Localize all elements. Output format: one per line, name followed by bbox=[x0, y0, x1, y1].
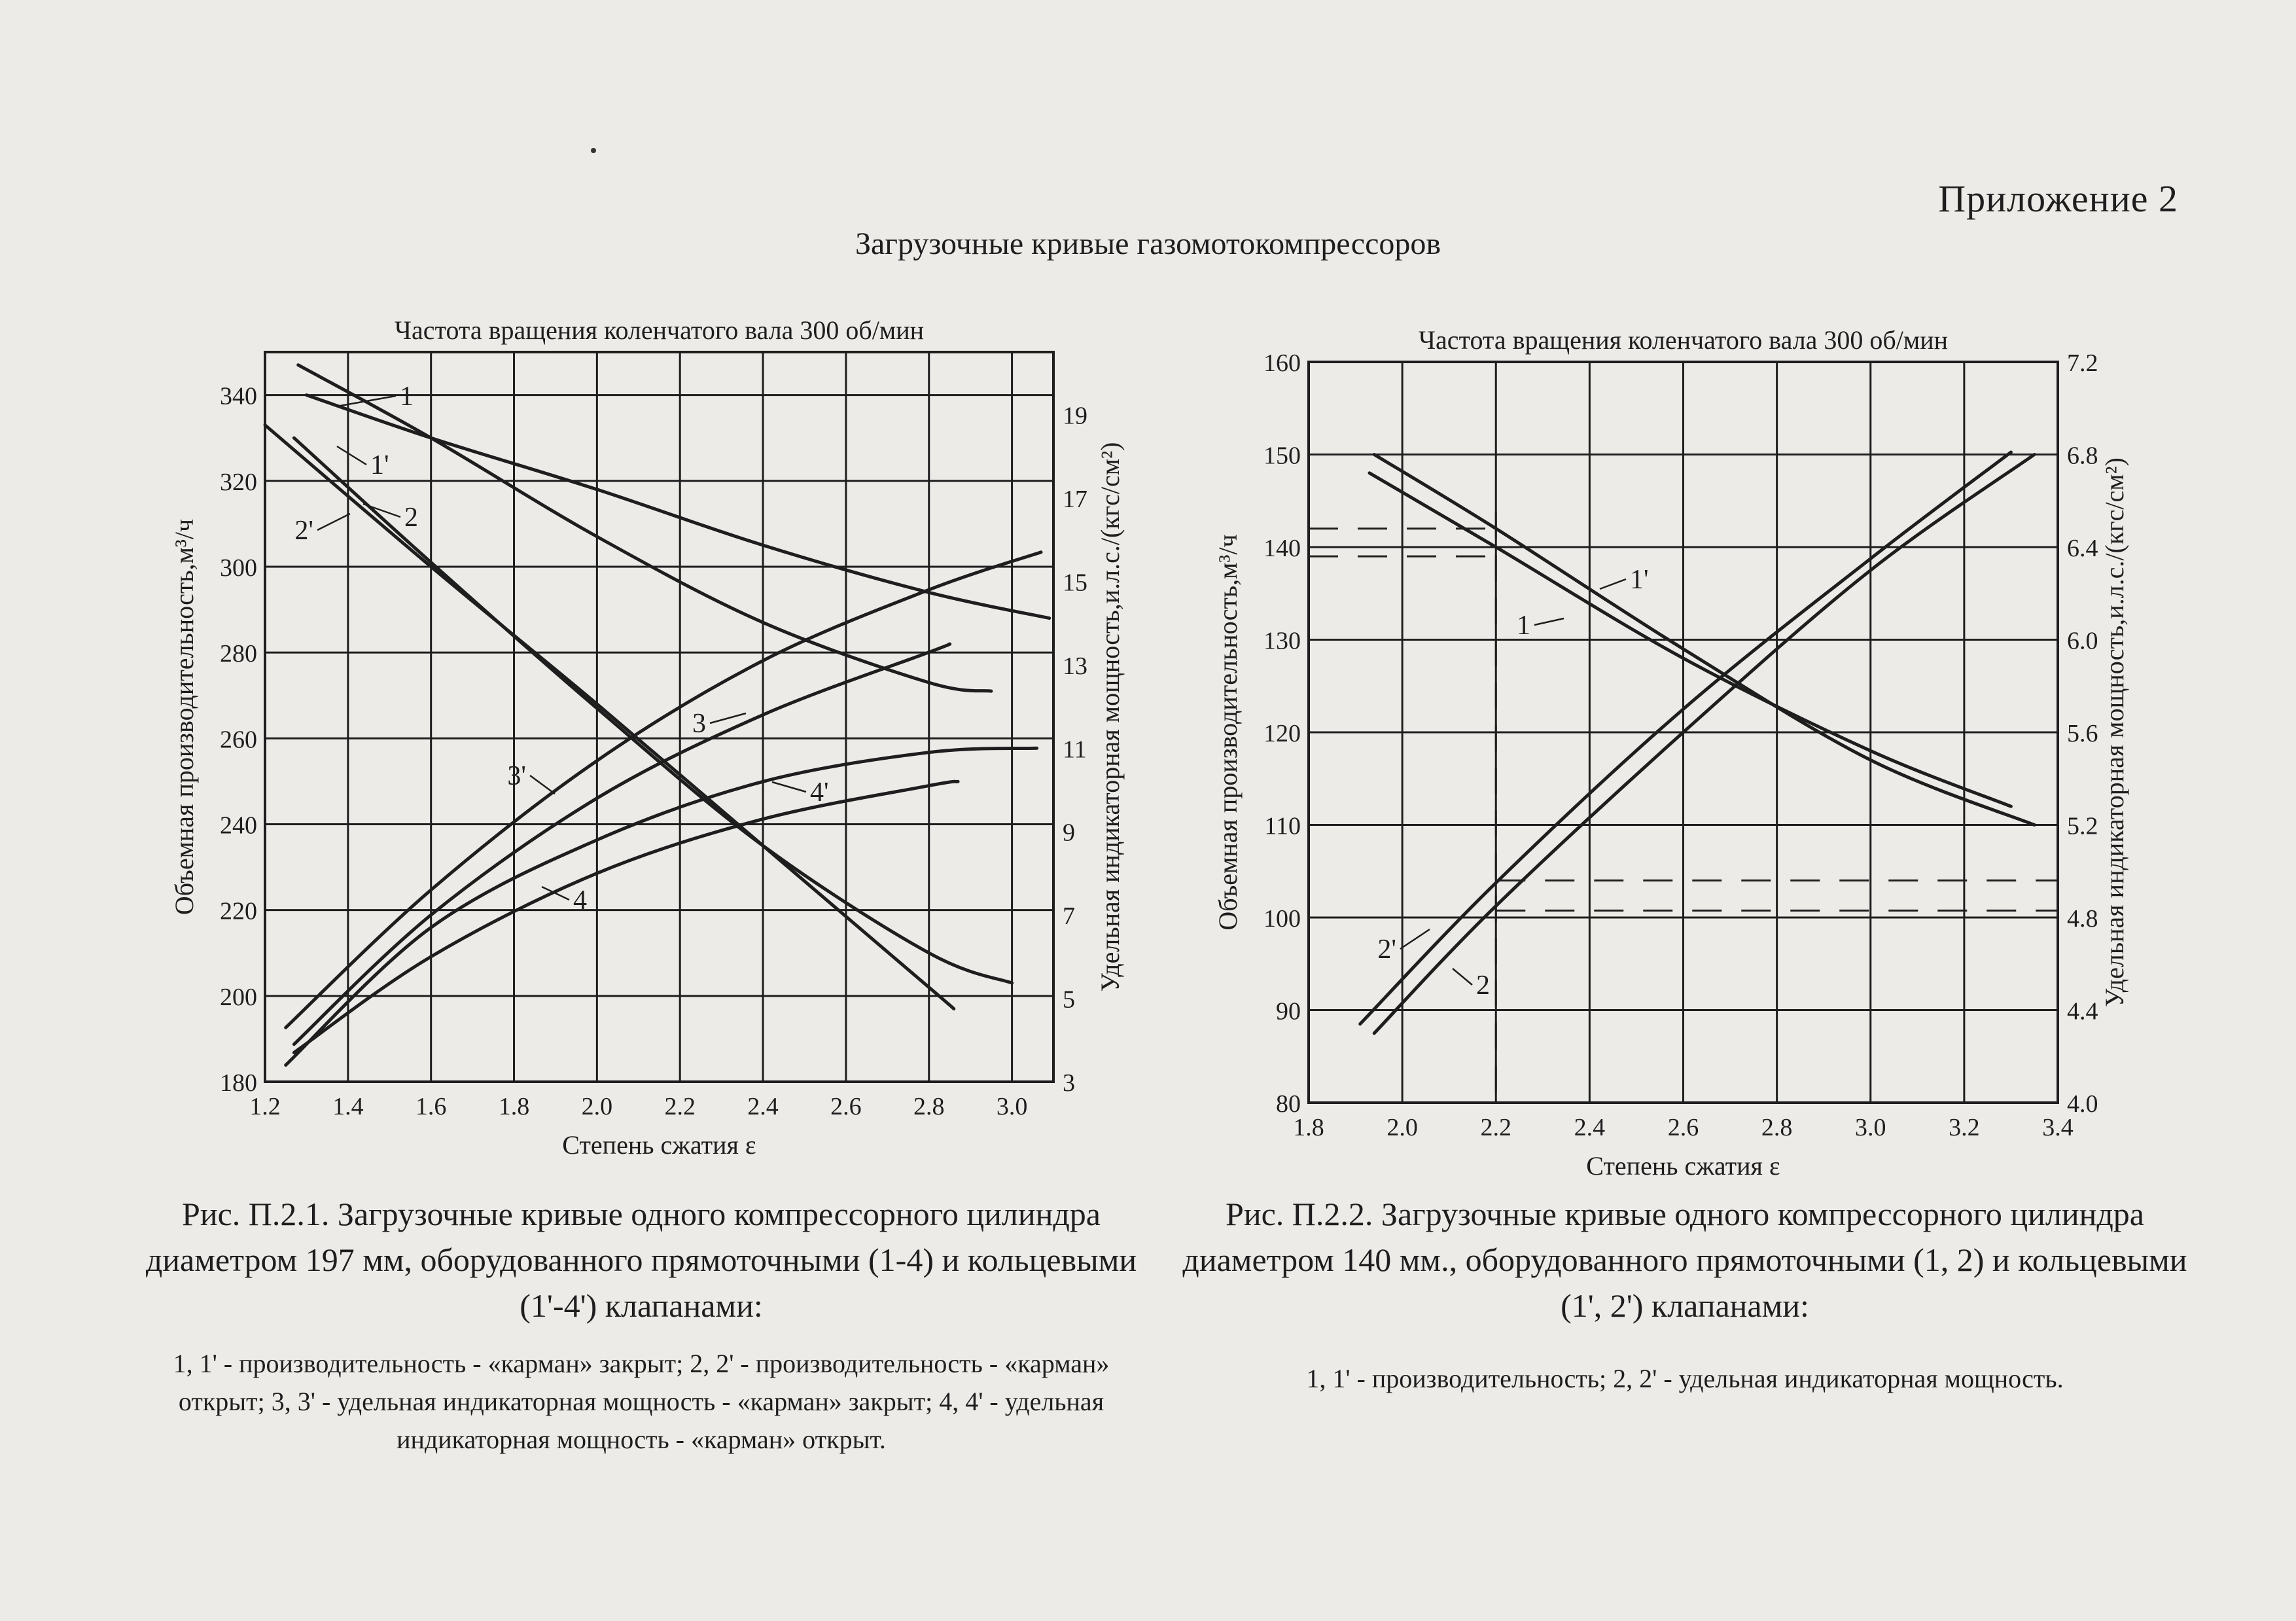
series-leader-line bbox=[1453, 969, 1472, 985]
y-tick-label: 280 bbox=[220, 640, 257, 668]
x-tick-label: 1.2 bbox=[249, 1093, 281, 1120]
y2-tick-label: 11 bbox=[1063, 736, 1087, 764]
figure-1-legend-note: 1, 1' - производительность - «карман» закрыт; 2, 2' - производительность - «карман» открыт; 3, 3' - удельная индикаторная мощность - «карман» закрыт; 4, 4' - удельная индикаторная мощность - «карман» открыт. bbox=[173, 1349, 1110, 1454]
y-tick-label: 150 bbox=[1263, 442, 1301, 470]
y2-tick-label: 6.0 bbox=[2067, 627, 2098, 655]
series-leader-line bbox=[530, 775, 555, 794]
chart-2 bbox=[1213, 325, 2129, 1181]
figure-2-caption: Рис. П.2.2. Загрузочные кривые одного компрессорного цилиндра диаметром 140 мм., оборудованного прямоточными (1, 2) и кольцевыми (1', 2') клапанами: bbox=[1182, 1196, 2187, 1324]
figure-2-legend-note: 1, 1' - производительность; 2, 2' - удельная индикаторная мощность. bbox=[1306, 1364, 2064, 1393]
y2-tick-label: 5.6 bbox=[2067, 720, 2098, 747]
y-tick-label: 140 bbox=[1263, 535, 1301, 562]
y2-tick-label: 5 bbox=[1063, 986, 1075, 1014]
x-tick-label: 2.0 bbox=[581, 1093, 613, 1120]
y2-tick-label: 6.8 bbox=[2067, 442, 2098, 470]
y2-tick-label: 9 bbox=[1063, 819, 1075, 847]
x-axis-label: Степень сжатия ε bbox=[562, 1130, 756, 1160]
y-tick-label: 80 bbox=[1276, 1090, 1301, 1118]
y2-tick-label: 4.8 bbox=[2067, 905, 2098, 933]
x-tick-label: 2.4 bbox=[1574, 1114, 1606, 1141]
y2-tick-label: 6.4 bbox=[2067, 535, 2098, 562]
series-label: 4 bbox=[573, 885, 587, 916]
x-tick-label: 1.8 bbox=[1293, 1114, 1324, 1141]
y-tick-label: 180 bbox=[220, 1069, 257, 1097]
y-axis-label: Объемная производительность,м³/ч bbox=[169, 518, 199, 916]
y-tick-label: 320 bbox=[220, 468, 257, 496]
series-line-3 bbox=[286, 552, 1041, 1027]
y-tick-label: 100 bbox=[1263, 905, 1301, 933]
y-tick-label: 110 bbox=[1264, 812, 1301, 840]
x-tick-label: 1.8 bbox=[498, 1093, 530, 1120]
y-tick-label: 90 bbox=[1276, 997, 1301, 1025]
y-tick-label: 160 bbox=[1263, 349, 1301, 377]
x-tick-label: 2.2 bbox=[1480, 1114, 1511, 1141]
appendix-label: Приложение 2 bbox=[1938, 177, 2178, 220]
x-axis-label: Степень сжатия ε bbox=[1586, 1151, 1780, 1181]
y2-tick-label: 15 bbox=[1063, 569, 1087, 597]
x-tick-label: 3.0 bbox=[1855, 1114, 1886, 1141]
x-tick-label: 2.6 bbox=[830, 1093, 862, 1120]
x-tick-label: 2.6 bbox=[1667, 1114, 1699, 1141]
y2-tick-label: 3 bbox=[1063, 1069, 1075, 1097]
series-label: 2' bbox=[294, 516, 313, 546]
series-label: 4' bbox=[810, 777, 829, 808]
y-tick-label: 240 bbox=[220, 811, 257, 840]
series-line-2 bbox=[1374, 455, 2034, 1033]
series-label: 2 bbox=[1476, 971, 1490, 1001]
y2-tick-label: 19 bbox=[1063, 402, 1087, 430]
series-label: 1 bbox=[400, 382, 414, 412]
y2-tick-label: 4.0 bbox=[2067, 1090, 2098, 1118]
y-axis-label: Объемная производительность,м³/ч bbox=[1213, 534, 1243, 931]
series-leader-line bbox=[1534, 618, 1564, 625]
y-tick-label: 200 bbox=[220, 983, 257, 1011]
y2-axis-label: Удельная индикаторная мощность,и.л.с./(кгс/см²) bbox=[1095, 442, 1125, 992]
x-tick-label: 3.2 bbox=[1949, 1114, 1980, 1141]
series-leader-line bbox=[1600, 579, 1626, 589]
series-line-3-prime bbox=[294, 644, 949, 1044]
figure-1-caption: Рис. П.2.1. Загрузочные кривые одного компрессорного цилиндра диаметром 197 мм, оборудованного прямоточными (1-4) и кольцевыми (1'-4') клапанами: bbox=[145, 1196, 1137, 1324]
x-tick-label: 1.6 bbox=[415, 1093, 447, 1120]
series-leader-line bbox=[317, 514, 350, 530]
series-leader-line bbox=[337, 446, 366, 465]
series-line-4 bbox=[294, 781, 958, 1052]
y-tick-label: 260 bbox=[220, 726, 257, 754]
y2-axis-label: Удельная индикаторная мощность,и.л.с./(кгс/см²) bbox=[2100, 457, 2129, 1007]
y2-tick-label: 7.2 bbox=[2067, 349, 2098, 377]
series-label: 3 bbox=[692, 709, 706, 739]
y2-tick-label: 17 bbox=[1063, 486, 1087, 513]
chart-title: Частота вращения коленчатого вала 300 об/мин bbox=[394, 315, 925, 345]
x-tick-label: 3.0 bbox=[996, 1093, 1028, 1120]
x-tick-label: 3.4 bbox=[2042, 1114, 2074, 1141]
chart-title: Частота вращения коленчатого вала 300 об/мин bbox=[1418, 325, 1949, 355]
series-label: 2' bbox=[1377, 935, 1396, 965]
x-tick-label: 2.4 bbox=[747, 1093, 779, 1120]
chart-1 bbox=[169, 315, 1125, 1160]
x-tick-label: 2.2 bbox=[664, 1093, 696, 1120]
y-tick-label: 120 bbox=[1263, 720, 1301, 747]
y-tick-label: 340 bbox=[220, 382, 257, 410]
y-tick-label: 220 bbox=[220, 897, 257, 925]
series-leader-line bbox=[710, 713, 746, 723]
series-leader-line bbox=[772, 782, 806, 792]
series-line-1 bbox=[298, 365, 991, 691]
x-tick-label: 2.0 bbox=[1386, 1114, 1418, 1141]
series-label: 2 bbox=[404, 503, 418, 533]
series-label: 1' bbox=[370, 450, 389, 480]
y2-tick-label: 5.2 bbox=[2067, 812, 2098, 840]
y2-tick-label: 4.4 bbox=[2067, 997, 2098, 1025]
page-title: Загрузочные кривые газомотокомпрессоров bbox=[855, 226, 1441, 261]
series-label: 3' bbox=[507, 761, 526, 791]
series-label: 1' bbox=[1630, 565, 1649, 595]
y-tick-label: 300 bbox=[220, 554, 257, 582]
y-tick-label: 130 bbox=[1263, 627, 1301, 655]
series-leader-line bbox=[1400, 929, 1430, 949]
series-line-2 bbox=[294, 438, 1012, 983]
series-label: 1 bbox=[1517, 611, 1530, 641]
series-line-4-prime bbox=[286, 748, 1037, 1065]
y2-tick-label: 13 bbox=[1063, 652, 1087, 680]
x-tick-label: 1.4 bbox=[332, 1093, 364, 1120]
y2-tick-label: 7 bbox=[1063, 902, 1075, 931]
x-tick-label: 2.8 bbox=[1761, 1114, 1793, 1141]
x-tick-label: 2.8 bbox=[913, 1093, 945, 1120]
